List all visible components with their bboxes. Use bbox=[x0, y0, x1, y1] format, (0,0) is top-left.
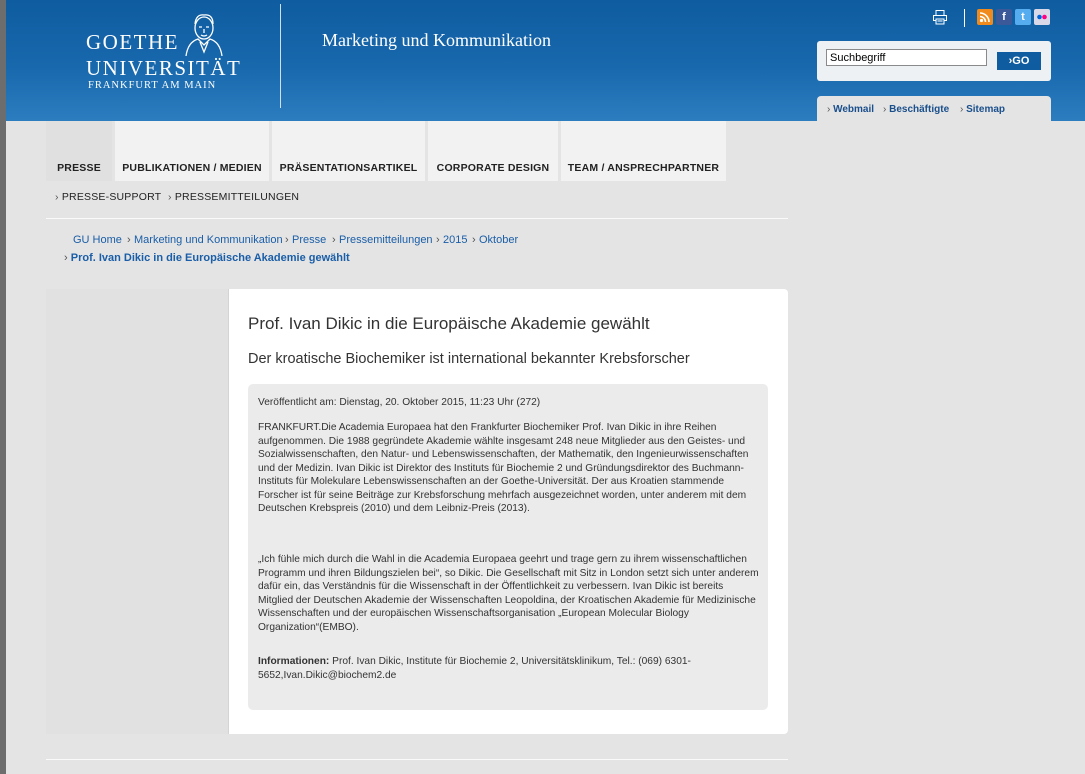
article-subtitle: Der kroatische Biochemiker ist international bekannter Krebsforscher bbox=[248, 351, 690, 367]
chevron-right-icon: › bbox=[1008, 55, 1013, 67]
flickr-icon[interactable] bbox=[1034, 9, 1050, 25]
twitter-icon[interactable]: t bbox=[1015, 9, 1031, 25]
university-logo[interactable] bbox=[86, 10, 242, 94]
breadcrumb-2015[interactable]: 2015 bbox=[443, 234, 468, 246]
tab-publikationen-medien[interactable] bbox=[115, 121, 269, 181]
subnav-pressemitteilungen[interactable]: › PRESSEMITTEILUNGEN bbox=[168, 191, 299, 203]
tab-label: PRÄSENTATIONSARTIKEL bbox=[279, 162, 418, 174]
breadcrumb-current[interactable]: › Prof. Ivan Dikic in die Europäische Akademie gewählt bbox=[64, 252, 350, 264]
article-paragraph: FRANKFURT.Die Academia Europaea hat den Frankfurter Biochemiker Prof. Ivan Dikic in ihre Reihen aufgenommen. Die 1988 gegründete Akademie wählte insgesamt 248 neue Mitglieder aus den Geistes- und Sozialwissenschaften, den Natur- und Lebenswissenschaften, der Mathematik, den Ingenieurwissenschaften und der Medizin. Ivan Dikic ist Direktor des Instituts für Biochemie 2 und Gründungsdirektor des Buchmann-Instituts für Molekulare Lebenswissenschaften an der Goethe-Universität. Der aus Kroatien stammende Forscher ist für seine Beiträge zur Krebsforschung mehrfach ausgezeichnet worden, unter anderem mit dem Deutschen Krebspreis (2010) und dem Leibniz-Preis (2013). bbox=[258, 422, 749, 514]
breadcrumb-separator: › bbox=[436, 234, 440, 246]
quick-link-beschaeftigte[interactable]: › Beschäftigte bbox=[883, 104, 949, 115]
logo-line-frankfurt: FRANKFURT AM MAIN bbox=[88, 80, 217, 91]
breadcrumb-pressemitteilungen[interactable]: Pressemitteilungen bbox=[339, 234, 433, 246]
tab-presse[interactable] bbox=[46, 121, 112, 181]
tab-praesentationsartikel[interactable] bbox=[272, 121, 425, 181]
rss-icon[interactable] bbox=[977, 9, 993, 25]
print-icon[interactable] bbox=[932, 9, 948, 25]
tab-label: TEAM / ANSPRECHPARTNER bbox=[567, 162, 720, 174]
tab-label: PUBLIKATIONEN / MEDIEN bbox=[122, 162, 262, 174]
breadcrumb-separator: › bbox=[127, 234, 131, 246]
tab-corporate-design[interactable] bbox=[428, 121, 558, 181]
site-title[interactable]: Marketing und Kommunikation bbox=[322, 30, 551, 50]
breadcrumb-separator: › bbox=[332, 234, 336, 246]
content-edge bbox=[228, 289, 229, 734]
contact-info-label: Informationen: bbox=[258, 656, 330, 667]
divider bbox=[46, 218, 788, 219]
quick-link-sitemap[interactable]: › Sitemap bbox=[960, 104, 1005, 115]
publication-date: Veröffentlicht am: Dienstag, 20. Oktober 2015, 11:23 Uhr (272) bbox=[258, 397, 541, 408]
quick-link-webmail[interactable]: › Webmail bbox=[827, 104, 874, 115]
quick-links bbox=[817, 96, 1051, 121]
tab-team-ansprechpartner[interactable] bbox=[561, 121, 726, 181]
logo-line-goethe: GOETHE bbox=[86, 30, 179, 54]
article-title: Prof. Ivan Dikic in die Europäische Akademie gewählt bbox=[248, 314, 650, 333]
left-sidebar bbox=[46, 289, 228, 734]
contact-info bbox=[258, 655, 760, 682]
search-box bbox=[817, 41, 1051, 81]
breadcrumb-presse[interactable]: Presse bbox=[292, 234, 327, 246]
subnav-presse-support[interactable]: › PRESSE-SUPPORT bbox=[55, 191, 161, 203]
contact-info-text[interactable]: Prof. Ivan Dikic, Institute für Biochemie 2, Universitätsklinikum, Tel.: (069) 6301-5652,Ivan.Dikic@biochem2.de bbox=[258, 656, 691, 681]
divider bbox=[46, 759, 788, 760]
go-label: GO bbox=[1012, 55, 1030, 67]
logo-line-universitaet: UNIVERSITÄT bbox=[86, 56, 242, 80]
tab-label: CORPORATE DESIGN bbox=[436, 162, 550, 174]
tab-label: PRESSE bbox=[57, 162, 101, 174]
icon-separator bbox=[964, 9, 965, 27]
article-body bbox=[248, 384, 768, 710]
breadcrumb-separator: › bbox=[472, 234, 476, 246]
breadcrumb-separator: › bbox=[285, 234, 289, 246]
breadcrumb-gu-home[interactable]: GU Home bbox=[73, 234, 122, 246]
article-paragraph: „Ich fühle mich durch die Wahl in die Academia Europaea geehrt und trage gern zu ihrem wissenschaftlichen Programm und ihren Bildungszielen bei“, so Dikic. Die Gesellschaft mit Sitz in London setzt sich unter anderem dafür ein, das Verständnis für die Wissenschaft in der Öffentlichkeit zu verbessern. Ivan Dikic ist bereits Mitglied der Deutschen Akademie der Wissenschaften Leopoldina, der Kroatischen Akademie für Medizinische Wissenschaften und der europäischen Wissenschaftsorganisation „European Molecular Biology Organization“(EMBO). bbox=[258, 554, 759, 633]
search-go-button[interactable] bbox=[997, 52, 1041, 70]
main-content bbox=[228, 289, 788, 734]
breadcrumb-marketing[interactable]: Marketing und Kommunikation bbox=[134, 234, 283, 246]
goethe-portrait-icon bbox=[178, 12, 230, 56]
facebook-icon[interactable]: f bbox=[996, 9, 1012, 25]
header-divider bbox=[280, 4, 281, 108]
breadcrumb-oktober[interactable]: Oktober bbox=[479, 234, 519, 246]
search-input[interactable] bbox=[826, 49, 987, 66]
